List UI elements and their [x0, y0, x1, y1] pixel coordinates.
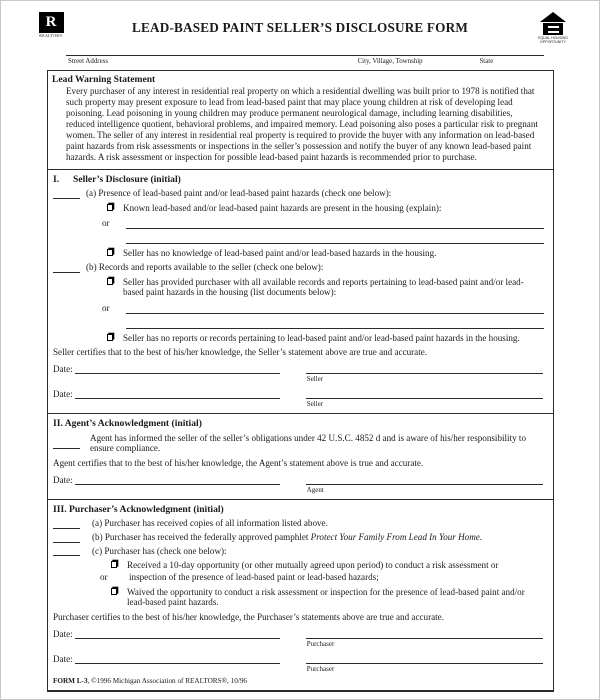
checkbox-no-knowledge[interactable]	[107, 249, 113, 256]
agent-item-row	[53, 433, 544, 454]
form-footer	[53, 677, 544, 685]
date-label: Date:	[53, 389, 73, 400]
agent-certify-statement: Agent certifies that to the best of his/her knowledge, the Agent’s statement above is true and accurate.	[53, 458, 424, 468]
explain-or-row	[102, 218, 544, 229]
purchaser-initial-c-line[interactable]	[53, 547, 80, 556]
pamphlet-title: Protect Your Family From Lead In Your Home.	[310, 531, 483, 542]
form-title: LEAD-BASED PAINT SELLER’S DISCLOSURE FORM	[132, 20, 468, 35]
purchaser-item-a-label: (a) Purchaser has received copies of all information listed above.	[92, 518, 328, 529]
house-body-icon	[543, 23, 563, 35]
pamphlet-text: (b) Purchaser has received the federally approved pamphlet	[92, 531, 309, 542]
purchaser-item-b-label	[92, 532, 544, 543]
checkbox-waived-opportunity[interactable]	[111, 588, 117, 595]
purchaser-initial-a-line[interactable]	[53, 520, 80, 529]
agent-date-row	[53, 475, 543, 494]
no-reports-row	[106, 333, 544, 344]
form-copyright: , ©1996 Michigan Association of REALTORS®, 10/96	[87, 676, 248, 685]
waived-opportunity-row	[110, 587, 544, 608]
received-opportunity-row	[110, 560, 544, 571]
section3-heading: III. Purchaser’s Acknowledgment (initial)	[53, 503, 224, 515]
records-provided-row	[106, 277, 544, 298]
purchaser-date-input-1[interactable]	[75, 629, 280, 639]
lead-warning-section	[48, 71, 553, 169]
seller-initial-a-line[interactable]	[53, 190, 80, 199]
item-b-label: (b) Records and reports available to the seller (check one below):	[86, 261, 324, 272]
documents-input-line-2[interactable]	[126, 320, 544, 329]
documents-or-row	[102, 303, 544, 314]
purchaser-certify-statement: Purchaser certifies to the best of his/her knowledge, the Purchaser’s statements above are true and accurate.	[53, 612, 444, 623]
no-knowledge-label: Seller has no knowledge of lead-based paint and/or lead-based hazards in the housing.	[123, 248, 437, 259]
seller-certify-statement: Seller certifies that to the best of his/her knowledge, the Seller’s statement above are true and accurate.	[53, 347, 428, 358]
realtor-r-icon: R	[39, 12, 64, 33]
seller-signature-block-1	[306, 364, 543, 383]
received-opportunity-label-line2: inspection of the presence of lead-based paint or lead-based hazards;	[129, 571, 379, 582]
section1-heading-label: Seller’s Disclosure (initial)	[73, 173, 181, 185]
form-code: FORM L-3	[53, 676, 88, 685]
eho-caption: EQUAL HOUSING OPPORTUNITY	[538, 36, 568, 45]
seller-disclosure-section	[48, 169, 553, 414]
agent-acknowledgment-section	[48, 413, 553, 499]
or-label: or	[102, 303, 110, 313]
received-opportunity-label-line1: Received a 10-day opportunity (or other mutually agreed upon period) to conduct a risk assessment or	[127, 560, 499, 571]
form-header	[1, 1, 599, 47]
seller-date-input-1[interactable]	[75, 364, 280, 374]
agent-date-input[interactable]	[75, 475, 280, 485]
seller-date-row-1	[53, 364, 543, 383]
date-label: Date:	[53, 474, 73, 485]
agent-signature-block	[306, 475, 543, 494]
purchaser-signature-line-1[interactable]	[306, 629, 543, 639]
section1-number: I.	[53, 173, 60, 185]
or-label: or	[102, 218, 110, 229]
known-hazards-row	[106, 203, 544, 214]
address-bar	[66, 55, 544, 68]
realtor-logo	[36, 12, 66, 39]
street-address-label: Street Address	[68, 58, 108, 65]
checkbox-received-opportunity[interactable]	[111, 561, 117, 568]
or-label: or	[100, 571, 108, 582]
section1-heading	[53, 174, 544, 185]
section2-heading: II. Agent’s Acknowledgment (initial)	[53, 418, 202, 430]
no-reports-label: Seller has no reports or records pertaining to lead-based paint and/or lead-based paint hazards in the housing.	[123, 332, 520, 343]
city-village-township-label: City, Village, Township	[357, 58, 423, 65]
date-label: Date:	[53, 653, 73, 664]
lead-warning-heading: Lead Warning Statement	[52, 74, 156, 85]
purchaser-date-row-2	[53, 654, 543, 673]
purchaser-signature-block-2	[306, 654, 543, 673]
checkbox-known-hazards[interactable]	[107, 204, 113, 211]
seller-initial-b-line[interactable]	[53, 264, 80, 273]
purchaser-item-c-label: (c) Purchaser has (check one below):	[92, 545, 227, 556]
documents-input-line-1[interactable]	[126, 305, 544, 314]
date-label: Date:	[53, 364, 73, 375]
purchaser-item-a-row	[53, 518, 544, 529]
checkbox-records-provided[interactable]	[107, 278, 113, 285]
purchaser-item-c-row	[53, 546, 544, 557]
seller-signature-block-2	[306, 389, 543, 408]
received-opportunity-line2-row	[100, 572, 544, 583]
equal-sign-icon	[548, 26, 559, 33]
explain-input-line-1[interactable]	[126, 220, 544, 229]
checkbox-no-reports[interactable]	[107, 334, 113, 341]
purchaser-item-b-row	[53, 532, 544, 543]
realtor-caption: REALTOR®	[39, 33, 63, 38]
purchaser-date-input-2[interactable]	[75, 654, 280, 664]
seller-signature-line-2[interactable]	[306, 389, 543, 399]
form-body	[47, 70, 554, 692]
equal-housing-logo	[534, 12, 572, 45]
item-a-row	[53, 188, 544, 199]
known-hazards-label: Known lead-based and/or lead-based paint hazards are present in the housing (explain):	[123, 202, 442, 213]
seller-date-row-2	[53, 389, 543, 408]
address-labels	[66, 56, 544, 68]
date-label: Date:	[53, 628, 73, 639]
waived-opportunity-label: Waived the opportunity to conduct a risk assessment or inspection for the presence of lead-based paint and/or lead-based paint hazards.	[127, 586, 525, 608]
agent-item-label: Agent has informed the seller of the seller’s obligations under 42 U.S.C. 4852 d and is aware of his/her responsibility to ensure compliance.	[90, 432, 526, 454]
seller-signature-line-1[interactable]	[306, 364, 543, 374]
lead-warning-body: Every purchaser of any interest in residential real property on which a residential dwelling was built prior to 1978 is notified that such property may present exposure to lead from lead-based paint that may place young children at risk of developing lead poisoning. Lead poisoning in young children may produce permanent neurological damage, including learning disabilities, reduced intelligence quotient, behavioral problems, and impaired memory. Lead poisoning also poses a particular risk to pregnant women. The seller of any interest in residential real property is required to provide the buyer with any information on lead-based paint hazards from risk assessments or inspections in the seller’s possession and notify the buyer of any known lead-based paint hazards. A risk assessment or inspection for possible lead-based paint hazards is recommended prior to purchase.	[66, 86, 538, 162]
purchaser-signature-line-2[interactable]	[306, 654, 543, 664]
explain-input-line-2[interactable]	[126, 235, 544, 244]
agent-signature-line[interactable]	[306, 475, 543, 485]
purchaser-acknowledgment-section	[48, 499, 553, 691]
purchaser-date-row-1	[53, 629, 543, 648]
agent-signature-caption: Agent	[306, 485, 324, 494]
purchaser-initial-b-line[interactable]	[53, 534, 80, 543]
no-knowledge-row	[106, 248, 544, 259]
seller-date-input-2[interactable]	[75, 389, 280, 399]
item-a-label: (a) Presence of lead-based paint and/or lead-based paint hazards (check one below):	[86, 187, 392, 198]
purchaser-signature-block-1	[306, 629, 543, 648]
agent-initial-line[interactable]	[53, 440, 80, 449]
records-provided-label: Seller has provided purchaser with all available records and reports pertaining to lead-based paint and/or lead-based paint hazards in the housing (list documents below):	[123, 276, 524, 298]
state-label: State	[479, 58, 494, 65]
purchaser-signature-caption: Purchaser	[306, 664, 335, 673]
item-b-row	[53, 262, 544, 273]
seller-signature-caption: Seller	[306, 400, 324, 409]
purchaser-signature-caption: Purchaser	[306, 639, 335, 648]
seller-signature-caption: Seller	[306, 375, 324, 384]
house-roof-icon	[540, 12, 566, 22]
